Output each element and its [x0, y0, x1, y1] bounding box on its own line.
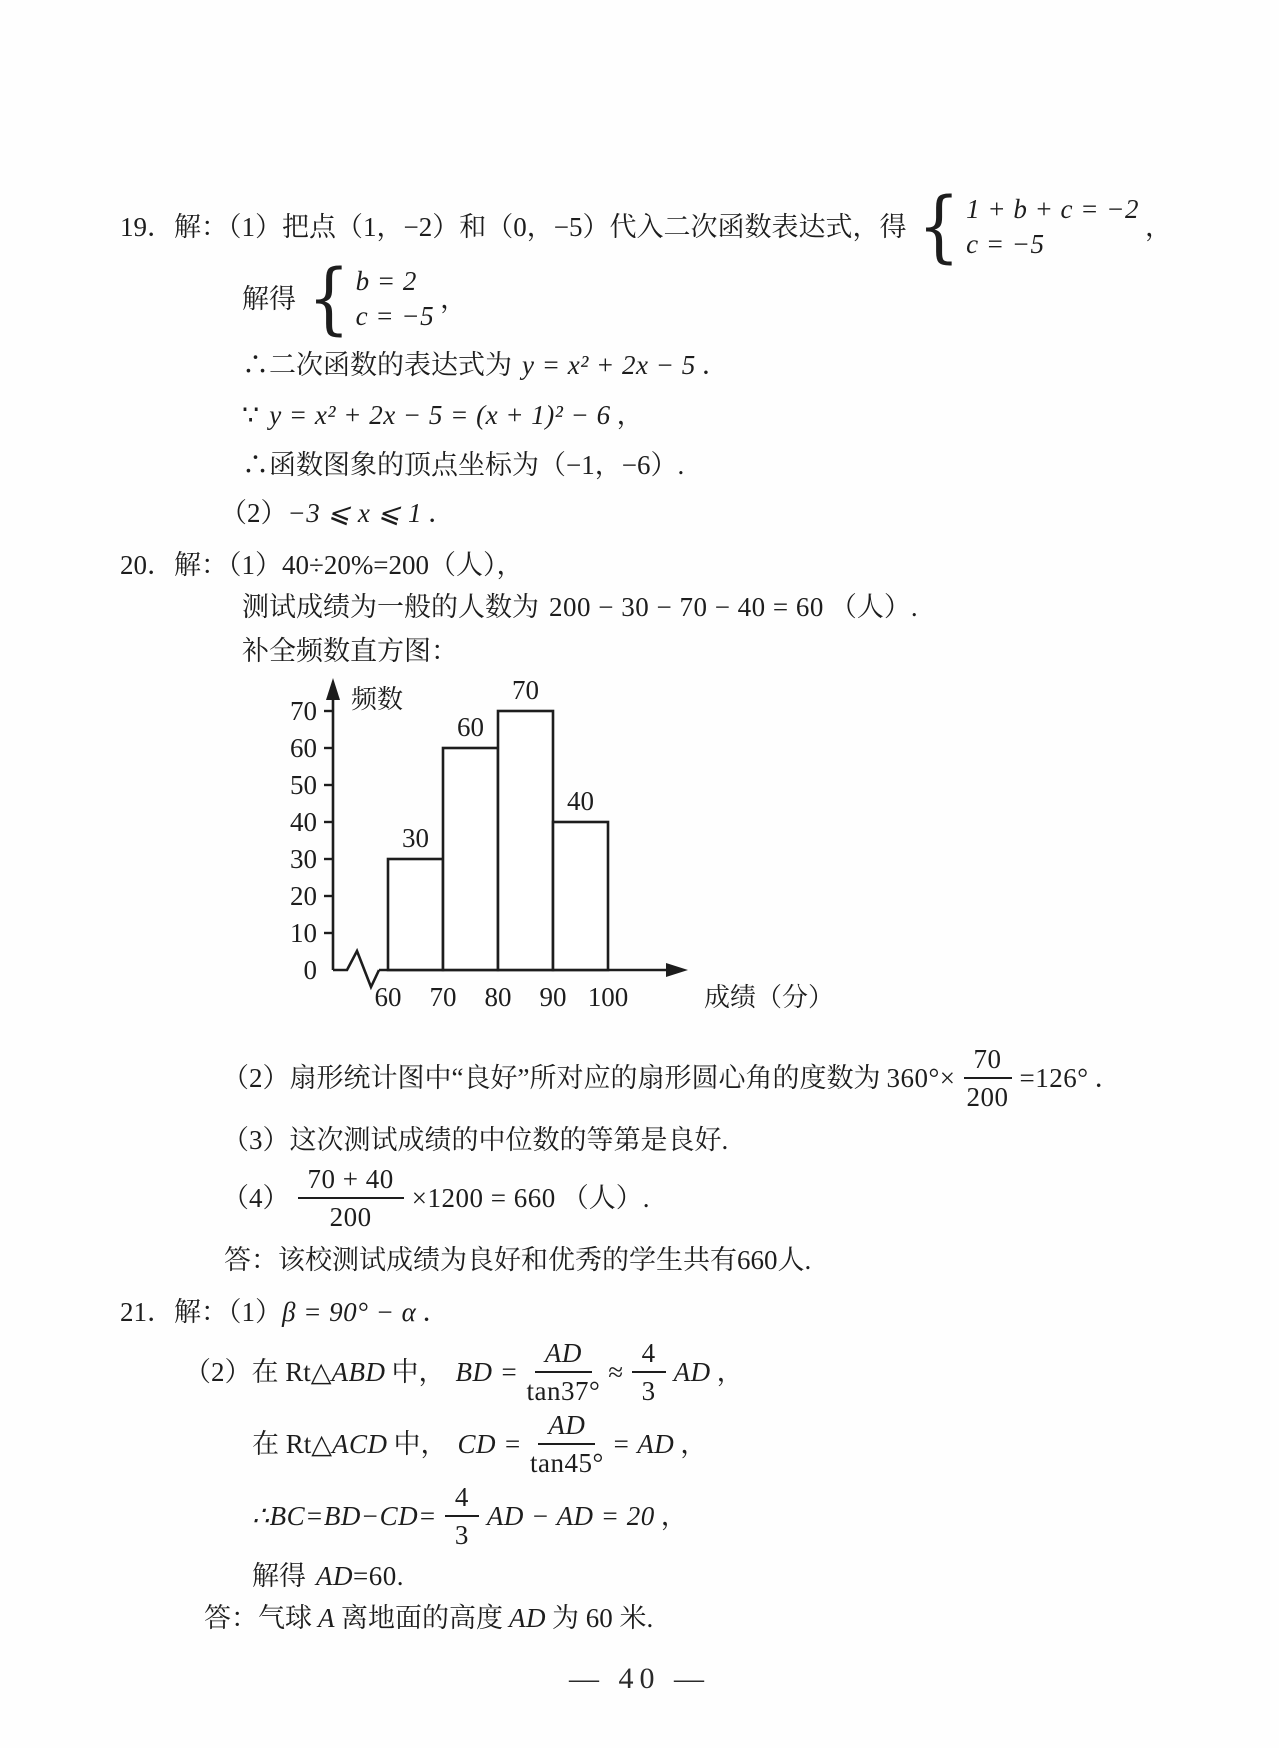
y-tick-label: 30	[290, 844, 317, 874]
bar-60-70	[388, 859, 443, 970]
triangle-name: ACD	[332, 1429, 388, 1459]
punctuation: ，	[616, 400, 644, 430]
p21-line4-math-pre: ∴BC=BD−CD=	[252, 1501, 437, 1531]
segment-AD: AD	[509, 1603, 546, 1633]
x-tick-label: 60	[374, 982, 402, 1012]
p19-line2-text: 解得	[242, 283, 296, 314]
y-tick-label: 20	[290, 881, 317, 911]
p20-line4	[222, 1043, 1199, 1113]
fraction-denominator: 3	[641, 1376, 656, 1406]
y-tick-label: 0	[303, 955, 317, 985]
p21-answer	[204, 1599, 1199, 1637]
axis-break	[333, 951, 379, 987]
unit-label: （人）.	[561, 1183, 650, 1213]
p21-line5-text: 解得	[252, 1561, 306, 1591]
x-axis-arrow	[666, 963, 688, 977]
bar-value-label: 40	[567, 786, 594, 816]
p21-answer-text1: 答：气球	[204, 1603, 312, 1633]
p21-line3-math-post: = AD	[611, 1429, 675, 1459]
system-eq-1: 1 + b + c = −2	[966, 194, 1139, 224]
p21-line2-text: （2）在 Rt△	[184, 1357, 332, 1387]
p21-line2-math-pre: BD =	[455, 1357, 519, 1387]
y-tick-label: 70	[290, 696, 317, 726]
system-eq-1: b = 2	[355, 266, 417, 296]
equation-system	[304, 254, 435, 344]
approx-symbol: ≈	[608, 1357, 624, 1387]
fraction-numerator: 70 + 40	[298, 1163, 404, 1199]
p19-line1	[120, 182, 1199, 272]
left-brace: {	[307, 254, 350, 344]
y-tick-label: 40	[290, 807, 317, 837]
bar-value-label: 70	[512, 675, 539, 705]
fraction-numerator: 4	[632, 1337, 666, 1373]
p21-answer-text2: 离地面的高度	[341, 1603, 503, 1633]
y-tick-label: 60	[290, 733, 317, 763]
y-axis-title: 频数	[351, 685, 404, 714]
p20-line5	[222, 1121, 1199, 1159]
fraction-70-200	[964, 1043, 1012, 1113]
p20-line1	[120, 546, 1199, 584]
p21-line5-math: AD	[316, 1561, 353, 1591]
p21-line4-math-post: AD − AD = 20	[486, 1501, 655, 1531]
bar-value-label: 60	[457, 712, 484, 742]
punctuation: ，	[680, 1429, 708, 1459]
page-number: — 40 —	[569, 1662, 710, 1695]
bar-70-80	[443, 748, 498, 970]
p19-line6-math: −3 ⩽ x ⩽ 1	[287, 498, 422, 528]
p20-line6	[222, 1163, 1199, 1233]
x-tick-label: 80	[484, 982, 512, 1012]
p21-line3-text: 在 Rt△	[252, 1429, 333, 1459]
p21-line2-text2: 中，	[391, 1357, 446, 1387]
p19-line1-text: 19．解：（1）把点（1，−2）和（0，−5）代入二次函数表达式，得	[120, 211, 907, 242]
fraction-numerator: 4	[445, 1481, 479, 1517]
therefore-symbol: ∵	[242, 400, 260, 430]
fraction-denominator: 200	[329, 1202, 372, 1232]
p21-line4	[252, 1481, 1199, 1551]
fraction-numerator: 70	[964, 1043, 1012, 1079]
punctuation: ，	[716, 1357, 744, 1387]
p19-line4	[242, 396, 1199, 434]
p19-line5	[242, 446, 1199, 484]
fraction-4-3	[632, 1337, 666, 1407]
p20-line6-math: ×1200 = 660	[411, 1183, 556, 1213]
fraction-AD-tan45	[530, 1409, 604, 1479]
p21-line2	[184, 1337, 1199, 1407]
point-A: A	[318, 1603, 335, 1633]
p20-line5-text: （3）这次测试成绩的中位数的等第是良好.	[222, 1125, 729, 1155]
bar-90-100	[553, 822, 608, 970]
unit-label: （人）.	[829, 592, 918, 622]
p19-line2	[242, 254, 1199, 344]
fraction-denominator: tan45°	[530, 1448, 604, 1478]
chart-container	[238, 674, 1199, 1037]
part-4-label: （4）	[222, 1183, 290, 1213]
p19-line6	[220, 494, 1199, 532]
p21-line1	[120, 1293, 1199, 1331]
p21-line2-math-post: AD	[673, 1357, 711, 1387]
p20-line4-text: （2）扇形统计图中“良好”所对应的扇形圆心角的度数为	[222, 1063, 881, 1093]
p20-line2	[242, 588, 1199, 626]
fraction-denominator: 200	[966, 1082, 1009, 1112]
p21-line1-text: 21．解：（1）	[120, 1297, 282, 1327]
y-axis-arrow	[326, 678, 340, 700]
punctuation: ．	[1094, 1063, 1122, 1093]
left-brace: {	[918, 182, 961, 272]
p21-line1-math: β = 90° − α	[282, 1297, 417, 1327]
p19-line3-text: ∴二次函数的表达式为	[242, 350, 512, 380]
fraction-denominator: 3	[454, 1520, 469, 1550]
p20-line3-text: 补全频数直方图：	[242, 636, 458, 666]
punctuation: ，	[440, 283, 468, 314]
x-tick-label: 90	[539, 982, 567, 1012]
p20-answer	[224, 1241, 1199, 1279]
system-eq-2: c = −5	[355, 301, 435, 331]
p20-line4-math-post: =126°	[1019, 1063, 1089, 1093]
x-tick-label: 100	[587, 982, 629, 1012]
triangle-name: ABD	[331, 1357, 386, 1387]
y-tick-label: 50	[290, 770, 317, 800]
system-eq-2: c = −5	[966, 229, 1045, 259]
p20-answer-text: 答：该校测试成绩为良好和优秀的学生共有660人.	[224, 1245, 812, 1275]
p21-line5	[252, 1557, 1199, 1595]
x-tick-label: 70	[429, 982, 457, 1012]
punctuation: ．	[427, 498, 455, 528]
p19-line3	[242, 346, 1199, 384]
p21-line3-math-pre: CD =	[457, 1429, 523, 1459]
p19-line5-text: ∴函数图象的顶点坐标为（−1，−6）.	[242, 450, 685, 480]
punctuation: ．	[701, 350, 729, 380]
p20-line4-math-pre: 360°×	[886, 1063, 956, 1093]
p21-answer-text3: 为 60 米.	[552, 1603, 654, 1633]
p20-line2-math: 200 − 30 − 70 − 40 = 60	[549, 592, 824, 622]
p20-line3	[242, 632, 1199, 670]
punctuation: ，	[1144, 211, 1172, 242]
p21-line3-text2: 中，	[393, 1429, 448, 1459]
fraction-110-200	[298, 1163, 404, 1233]
p20-line2-text: 测试成绩为一般的人数为	[242, 592, 539, 622]
p19-line3-math: y = x² + 2x − 5	[522, 350, 696, 380]
x-axis-title: 成绩（分）	[704, 983, 835, 1012]
fraction-numerator: AD	[535, 1337, 592, 1373]
punctuation: ．	[422, 1297, 450, 1327]
bar-value-label: 30	[402, 823, 429, 853]
fraction-AD-tan37	[526, 1337, 600, 1407]
bar-80-90	[498, 711, 553, 970]
p21-line5-value: =60.	[353, 1561, 404, 1591]
part-2-label: （2）	[220, 498, 288, 528]
p20-line1-text: 20．解：（1）40÷20%=200（人），	[120, 550, 524, 580]
frequency-histogram	[238, 674, 898, 1030]
fraction-numerator: AD	[538, 1409, 595, 1445]
fraction-4-3	[445, 1481, 479, 1551]
p21-line3	[252, 1409, 1199, 1479]
p19-line4-math: y = x² + 2x − 5 = (x + 1)² − 6	[269, 400, 611, 430]
equation-system	[914, 182, 1139, 272]
punctuation: ，	[660, 1501, 688, 1531]
fraction-denominator: tan37°	[526, 1376, 601, 1406]
y-tick-label: 10	[290, 918, 317, 948]
